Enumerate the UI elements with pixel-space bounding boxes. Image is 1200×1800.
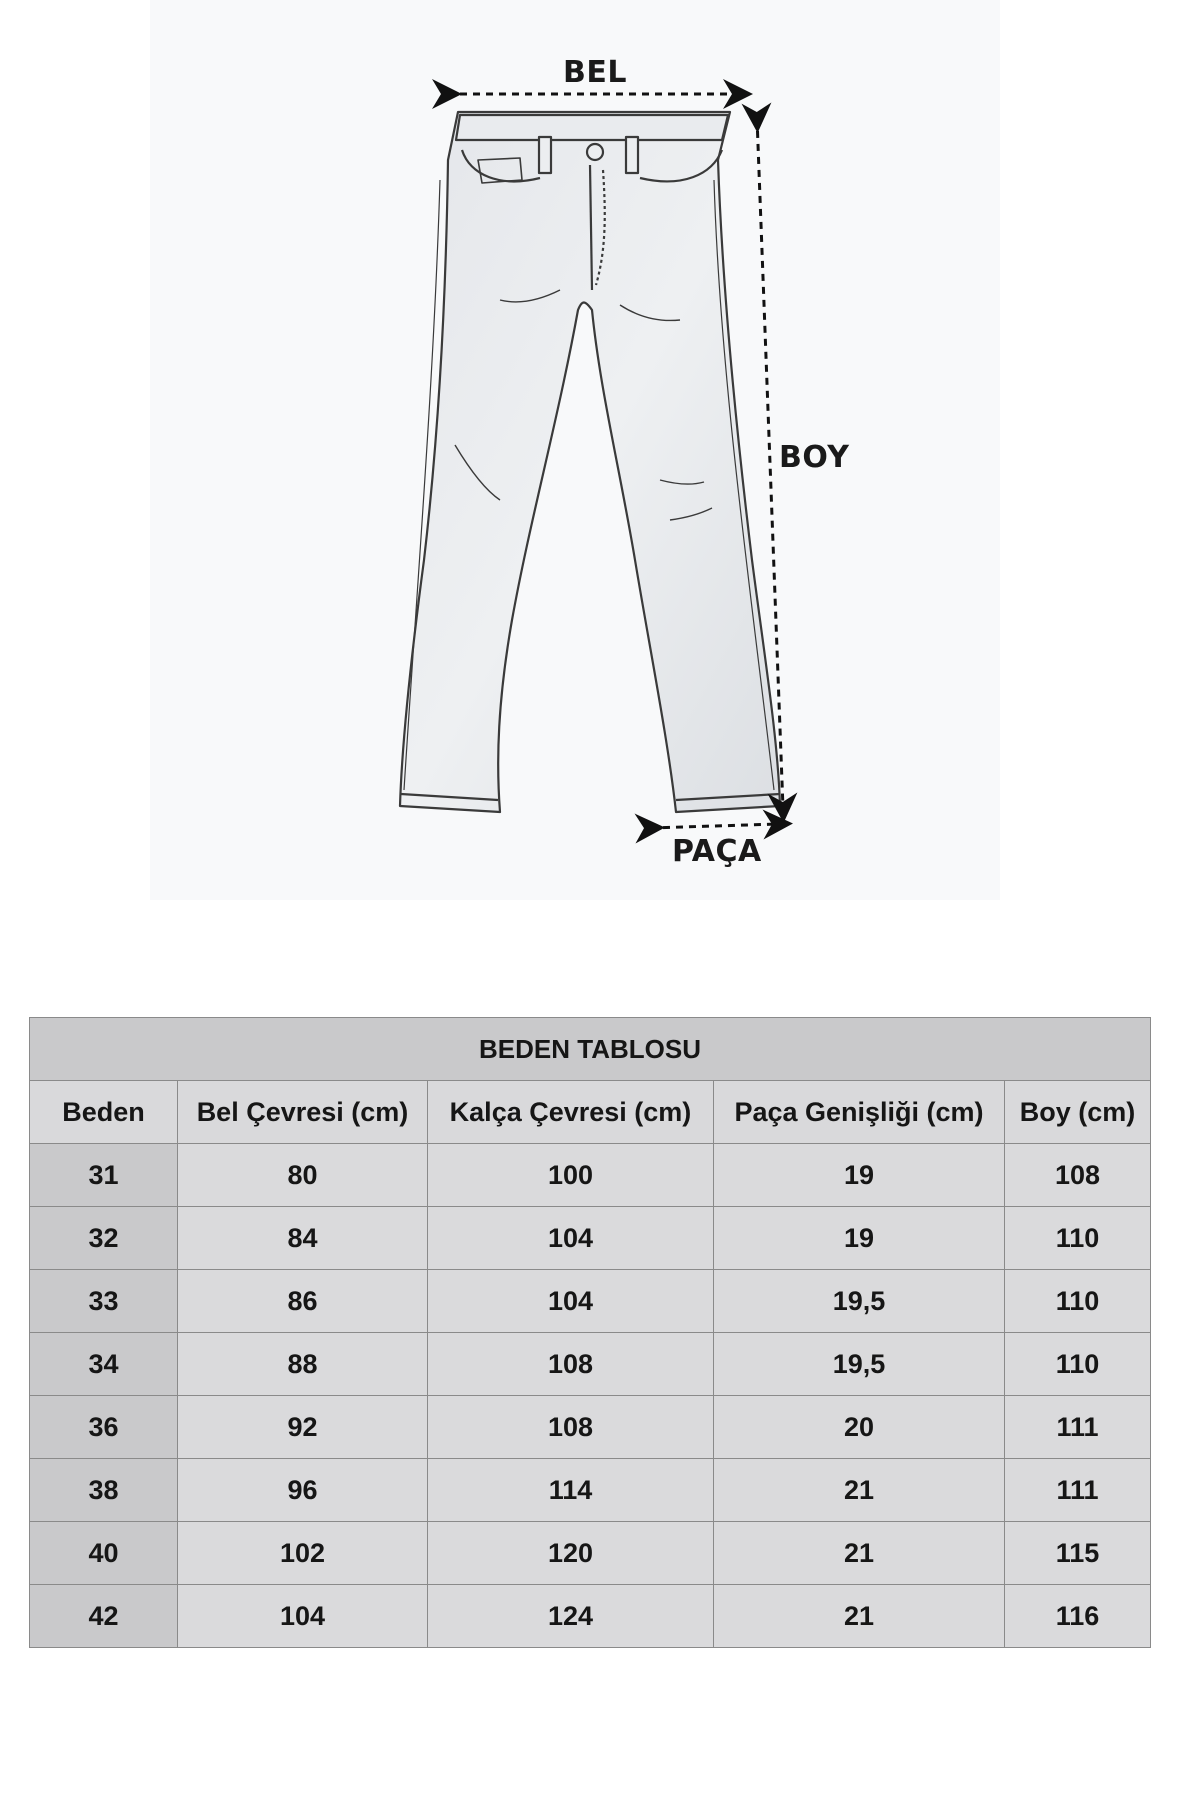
header-size: Beden	[30, 1081, 178, 1144]
length-cell: 110	[1005, 1270, 1151, 1333]
waist-cell: 80	[178, 1144, 428, 1207]
size-cell: 34	[30, 1333, 178, 1396]
size-cell: 33	[30, 1270, 178, 1333]
hem-width-cell: 20	[714, 1396, 1005, 1459]
length-cell: 116	[1005, 1585, 1151, 1648]
size-cell: 31	[30, 1144, 178, 1207]
length-cell: 110	[1005, 1333, 1151, 1396]
header-length: Boy (cm)	[1005, 1081, 1151, 1144]
hip-cell: 100	[428, 1144, 714, 1207]
hem-width-cell: 19,5	[714, 1270, 1005, 1333]
waist-cell: 104	[178, 1585, 428, 1648]
table-row	[30, 1396, 1151, 1459]
hip-cell: 104	[428, 1270, 714, 1333]
hip-cell: 120	[428, 1522, 714, 1585]
hip-cell: 124	[428, 1585, 714, 1648]
table-title: BEDEN TABLOSU	[30, 1018, 1151, 1081]
hem-label: PAÇA	[672, 834, 762, 869]
length-cell: 108	[1005, 1144, 1151, 1207]
table-title-row	[30, 1018, 1151, 1081]
size-cell: 40	[30, 1522, 178, 1585]
table-header-row	[30, 1081, 1151, 1144]
table-row	[30, 1270, 1151, 1333]
length-label: BOY	[779, 440, 850, 475]
size-cell: 42	[30, 1585, 178, 1648]
waist-cell: 86	[178, 1270, 428, 1333]
length-cell: 110	[1005, 1207, 1151, 1270]
header-hip: Kalça Çevresi (cm)	[428, 1081, 714, 1144]
waist-cell: 96	[178, 1459, 428, 1522]
table-row	[30, 1459, 1151, 1522]
table-row	[30, 1207, 1151, 1270]
length-cell: 111	[1005, 1459, 1151, 1522]
hip-cell: 108	[428, 1396, 714, 1459]
waist-cell: 84	[178, 1207, 428, 1270]
table-row	[30, 1144, 1151, 1207]
size-cell: 38	[30, 1459, 178, 1522]
hem-width-cell: 21	[714, 1522, 1005, 1585]
size-chart-table	[29, 1017, 1151, 1648]
hem-width-cell: 21	[714, 1459, 1005, 1522]
waist-label: BEL	[563, 55, 627, 90]
table-row	[30, 1522, 1151, 1585]
header-waist: Bel Çevresi (cm)	[178, 1081, 428, 1144]
hem-width-cell: 19,5	[714, 1333, 1005, 1396]
hem-width-cell: 19	[714, 1144, 1005, 1207]
hip-cell: 104	[428, 1207, 714, 1270]
waist-cell: 88	[178, 1333, 428, 1396]
waist-cell: 92	[178, 1396, 428, 1459]
hip-cell: 114	[428, 1459, 714, 1522]
hem-width-cell: 21	[714, 1585, 1005, 1648]
header-hem-width: Paça Genişliği (cm)	[714, 1081, 1005, 1144]
table-row	[30, 1585, 1151, 1648]
waist-cell: 102	[178, 1522, 428, 1585]
hem-width-cell: 19	[714, 1207, 1005, 1270]
size-cell: 32	[30, 1207, 178, 1270]
size-cell: 36	[30, 1396, 178, 1459]
table-row	[30, 1333, 1151, 1396]
hip-cell: 108	[428, 1333, 714, 1396]
length-cell: 111	[1005, 1396, 1151, 1459]
length-cell: 115	[1005, 1522, 1151, 1585]
